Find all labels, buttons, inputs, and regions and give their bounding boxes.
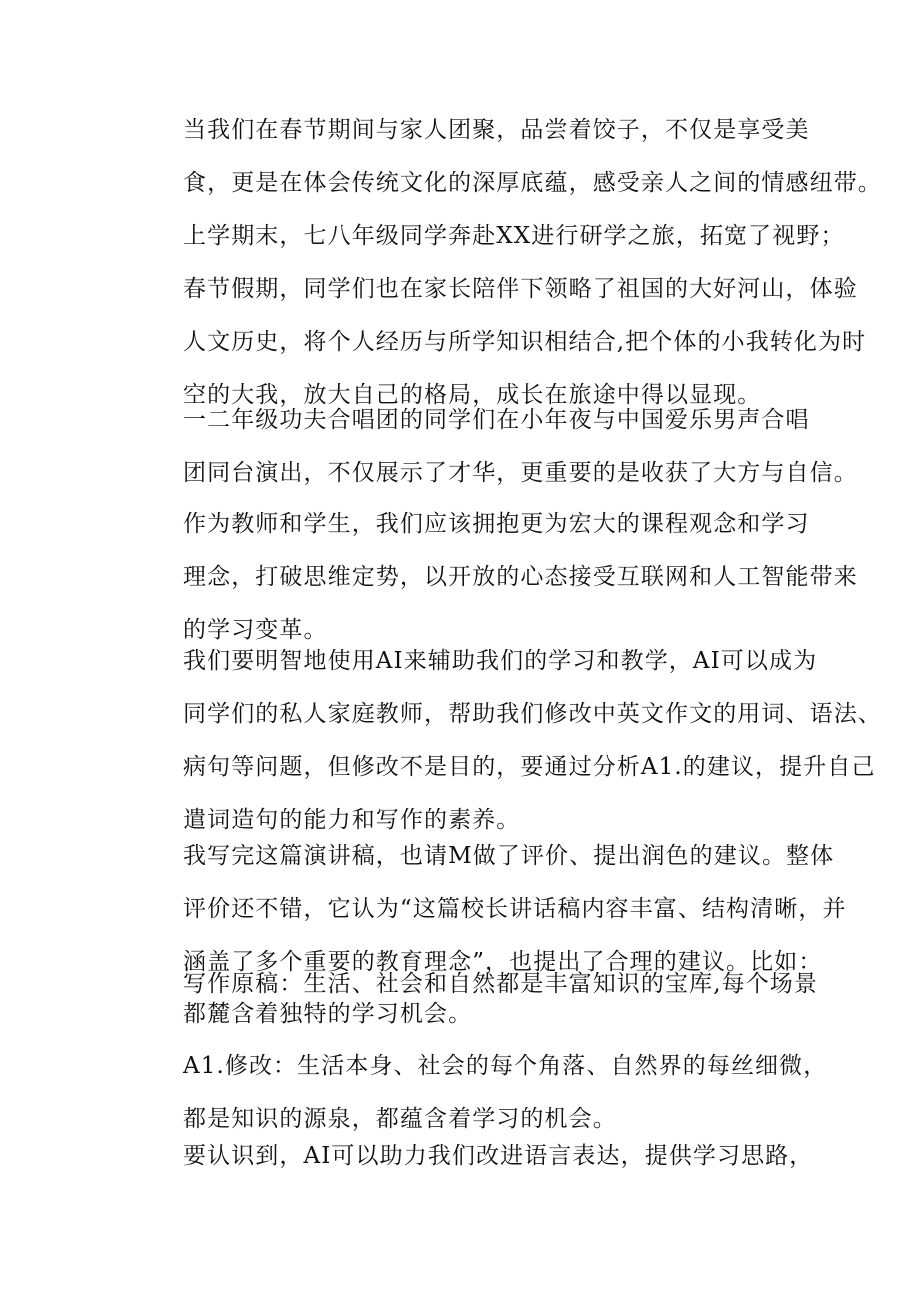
text-line: 团同台演出，不仅展示了才华，更重要的是收获了大方与自信。 xyxy=(183,460,858,486)
text-line: 空的大我，放大自己的格局，成长在旅途中得以显现。 xyxy=(183,382,762,408)
paragraph-choir xyxy=(135,394,858,500)
text-line: 我们要明智地使用AI来辅助我们的学习和教学，AI可以成为 xyxy=(183,648,818,674)
text-line: 写作原稿：生活、社会和自然都是丰富知识的宝库,每个场景 xyxy=(183,971,819,997)
text-line: 同学们的私人家庭教师，帮助我们修改中英文作文的用词、语法、 xyxy=(183,701,882,727)
paragraph-teachers-students xyxy=(135,498,858,657)
text-line: 病句等问题，但修改不是目的，要通过分析A1.的建议，提升自己 xyxy=(183,754,876,780)
text-line: 人文历史，将个人经历与所学知识相结合,把个体的小我转化为时 xyxy=(183,329,867,355)
text-line: 都是知识的源泉，都蕴含着学习的机会。 xyxy=(183,1106,617,1132)
text-line: 我写完这篇演讲稿，也请M做了评价、提出润色的建议。整体 xyxy=(183,843,835,869)
text-line: 遣词造句的能力和写作的素养。 xyxy=(183,807,521,833)
paragraph-recognize xyxy=(135,1130,814,1183)
text-line: 当我们在春节期间与家人团聚，品尝着饺子，不仅是享受美 xyxy=(183,117,810,143)
text-line: 评价还不错，它认为“这篇校长讲话稿内容丰富、结构清晰，并 xyxy=(183,896,847,922)
text-line: 理念，打破思维定势，以开放的心态接受互联网和人工智能带来 xyxy=(183,564,858,590)
paragraph-spring-festival xyxy=(135,104,882,210)
paragraph-use-ai xyxy=(135,635,882,847)
text-line: 的学习变革。 xyxy=(183,617,328,643)
text-line: A1.修改：生活本身、社会的每个角落、自然界的每丝细微， xyxy=(183,1053,828,1079)
text-line: 食，更是在体会传统文化的深厚底蕴，感受亲人之间的情感纽带。 xyxy=(183,170,882,196)
text-line: 作为教师和学生，我们应该拥抱更为宏大的课程观念和学习 xyxy=(183,511,810,537)
text-line: 上学期末，七八年级同学奔赴XX进行研学之旅，拓宽了视野； xyxy=(183,223,845,249)
paragraph-study-trip xyxy=(135,210,867,422)
text-line: 春节假期，同学们也在家长陪伴下领略了祖国的大好河山，体验 xyxy=(183,276,858,302)
text-line: 要认识到，AI可以助力我们改进语言表达，提供学习思路， xyxy=(183,1143,814,1169)
text-line: 一二年级功夫合唱团的同学们在小年夜与中国爱乐男声合唱 xyxy=(183,407,810,433)
paragraph-original-draft xyxy=(135,969,819,1029)
text-line: 都麓含着独特的学习机会。 xyxy=(183,1001,473,1027)
paragraph-speech-review xyxy=(135,830,847,989)
text-line: 涵盖了多个重要的教育理念”，也提出了合理的建议。比如： xyxy=(183,949,823,975)
